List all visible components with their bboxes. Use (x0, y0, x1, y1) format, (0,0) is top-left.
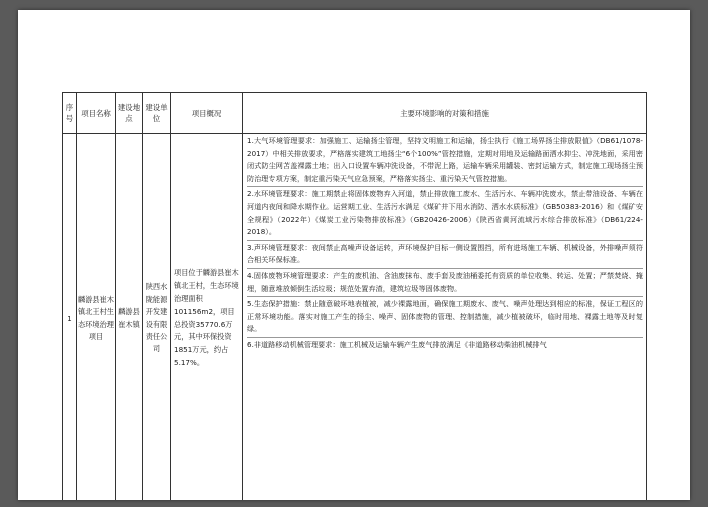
measure-item-solid-waste: 4.固体废物环境管理要求：产生的废机油、含油废抹布、废手套及废油桶委托有资质的单位收集、转运、处置；严禁焚烧、掩埋，随意堆放倾倒生活垃圾；规范处置弃渣，建筑垃圾等固体废物。 (247, 270, 643, 297)
cell-overview: 项目位于麟游县崔木镇北王村，生态环境治理面积101156m2，项目总投资35770.6万元，其中环保投资1851万元，约占5.17%。 (171, 134, 243, 501)
cell-measures (243, 134, 647, 501)
header-overview: 项目概况 (171, 93, 243, 134)
measure-item-machinery: 6.非道路移动机械管理要求：施工机械及运输车辆产生废气排放满足《非道路移动柴油机械排气 (247, 339, 547, 349)
measure-item-noise: 3.声环境管理要求：夜间禁止高噪声设备运转，声环境保护目标一侧设置围挡，所有进场施工车辆、机械设备，外排噪声须符合相关环保标准。 (247, 242, 643, 269)
table-row (63, 134, 647, 501)
header-project-name: 项目名称 (77, 93, 116, 134)
measure-item-ecology: 5.生态保护措施：禁止随意破坏地表植被，减少裸露地面，确保施工期废水、废气、噪声处理达到相应的标准，保证工程区的正常环境功能。落实对施工产生的扬尘、噪声、固体废物的管理、控制措施，减少植被破坏，临时用地、裸露土地等及时复绿。 (247, 298, 643, 338)
header-measures: 主要环境影响的对策和措施 (243, 93, 647, 134)
measure-item-air: 1.大气环境管理要求：加强施工、运输扬尘管理，坚持文明施工和运输，扬尘执行《施工场界扬尘排放限值》（DB61/1078-2017）中相关排放要求，严格落实建筑工地扬尘“6个100%”管控措施，定期对用地及运输路面洒水抑尘、冲洗地面，采用密闭式防尘网苫盖裸露土地；出入口设置车辆冲洗设备，不带泥上路，运输车辆采用罐装、密封运输方式，制定施工现场扬尘预防治理专项方案，制定重污染天气应急预案，严格落实扬尘、重污染天气管控措施。 (247, 135, 643, 187)
document-page (18, 10, 690, 500)
header-unit: 建设单位 (143, 93, 171, 134)
cell-project-name: 麟游县崔木镇北王村生态环境治理项目 (77, 134, 116, 501)
cell-location: 麟游县崔木镇 (116, 134, 143, 501)
table-header-row (63, 93, 647, 134)
measure-item-water: 2.水环境管理要求：施工期禁止将固体废物弃入河道，禁止排放施工废水、生活污水、车辆冲洗废水，禁止带油设备、车辆在河道内夜间和降水期作业。运营期工业、生活污水满足《煤矿井下用水消防、洒水水质标准》（GB50383-2016）和《煤矿安全规程》（2022年）《煤炭工业污染物排放标准》（GB20426-2006）《陕西省黄河流域污水综合排放标准》（DB61/224-2018）。 (247, 188, 643, 240)
header-index: 序号 (63, 93, 77, 134)
cell-unit: 陕西水陇能源开发建设有限责任公司 (143, 134, 171, 501)
environmental-measures-table (62, 92, 647, 500)
header-location: 建设地点 (116, 93, 143, 134)
cell-index: 1 (63, 134, 77, 501)
